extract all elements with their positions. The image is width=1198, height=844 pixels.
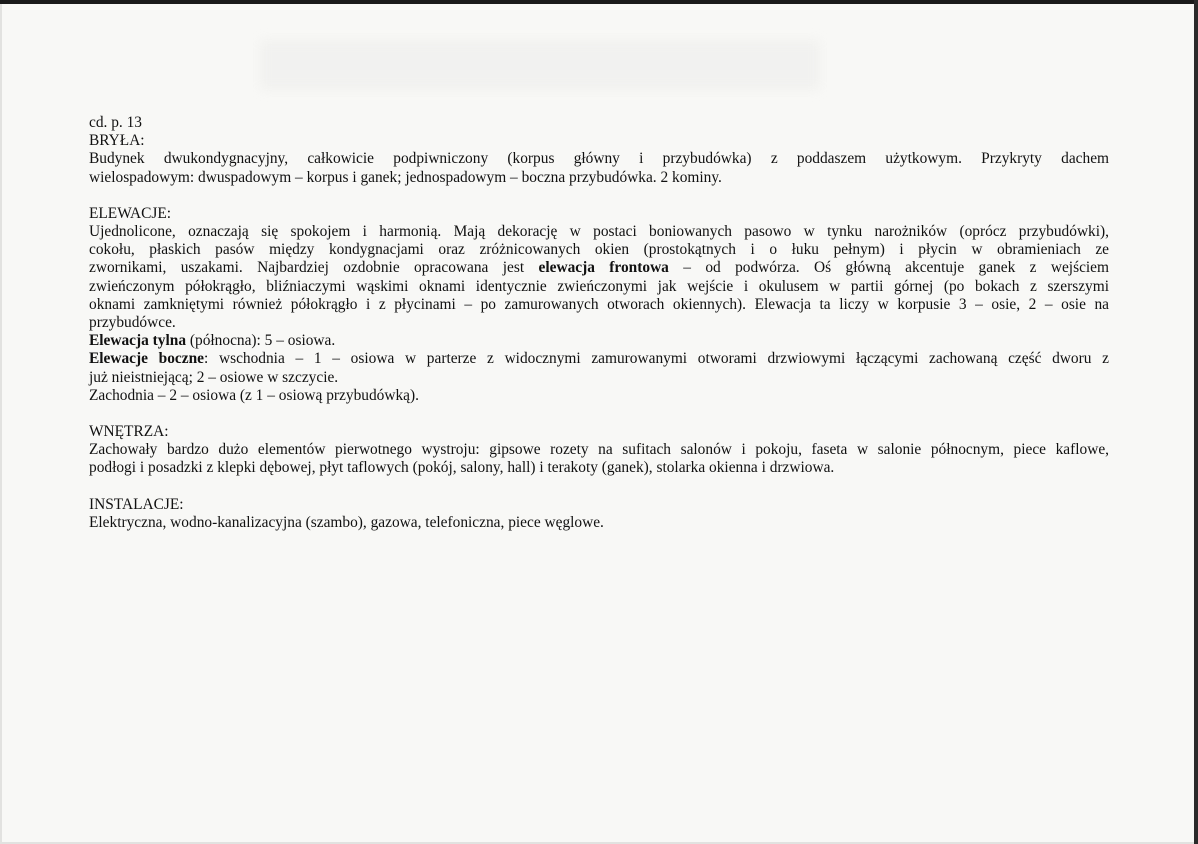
bryla-text-line-1: Budynek dwukondygnacyjny, całkowicie podpiwniczony (korpus główny i przybudówka) z poddaszem użytkowym. Przykryty dachem xyxy=(89,150,1109,168)
scan-edge-top xyxy=(0,0,1198,4)
elewacje-text-line-6: przybudówce. xyxy=(89,314,176,332)
wnetrza-text-line-1: Zachowały bardzo dużo elementów pierwotnego wystroju: gipsowe rozety na sufitach salonów i pokoju, faseta w salonie północnym, piece kaflowe, xyxy=(89,441,1109,459)
section-gap xyxy=(89,405,1109,423)
elewacje-boczne xyxy=(89,350,1109,368)
wnetrza-heading: WNĘTRZA: xyxy=(89,423,169,441)
elewacja-tylna-label: Elewacja tylna xyxy=(89,332,187,350)
scan-edge-right xyxy=(1194,0,1198,844)
elewacja-zachodnia: Zachodnia – 2 – osiowa (z 1 – osiową przybudówką). xyxy=(89,386,419,404)
elewacje-text-line-5: oknami zamkniętymi również półokrągło i z płycinami – po zamurowanych otworach okiennych). Elewacja ta liczy w korpusie 3 – osie, 2 – osie na xyxy=(89,295,1109,313)
scan-smudge xyxy=(260,40,820,90)
elewacje-boczne-text: : wschodnia – 1 – osiowa w parterze z widocznymi zamurowanymi otworami drzwiowymi łączącymi zachowaną część dworu z xyxy=(203,350,1109,368)
bryla-text-line-2: wielospadowym: dwuspadowym – korpus i ganek; jednospadowym – boczna przybudówka. 2 kominy. xyxy=(89,168,722,186)
page-reference: cd. p. 13 xyxy=(89,114,143,131)
elewacje-heading: ELEWACJE: xyxy=(89,204,172,222)
elewacje-text-line-2: cokołu, płaskich pasów między kondygnacjami oraz zróżnicowanych okien (prostokątnych i o łuku pełnym) i płycin w obramieniach ze xyxy=(89,241,1109,259)
bryla-heading: BRYŁA: xyxy=(89,132,145,150)
elewacje-boczne-line-2: już nieistniejącą; 2 – osiowe w szczycie. xyxy=(89,368,339,386)
elewacje-line3-end: – od podwórza. Oś główną akcentuje ganek z wejściem xyxy=(668,259,1109,277)
instalacje-text-line-1: Elektryczna, wodno-kanalizacyjna (szambo), gazowa, telefoniczna, piece węglowe. xyxy=(89,513,604,531)
document-body xyxy=(89,114,1109,532)
elewacje-text-line-3 xyxy=(89,259,1109,277)
instalacje-heading: INSTALACJE: xyxy=(89,495,184,513)
wnetrza-text-line-2: podłogi i posadzki z klepki dębowej, płyt taflowych (pokój, salony, hall) i terakoty (ganek), stolarka okienna i drzwiowa. xyxy=(89,459,835,477)
elewacja-tylna-text: (północna): 5 – osiowa. xyxy=(186,332,336,350)
section-gap xyxy=(89,478,1109,496)
elewacje-text-line-4: zwieńczonym półokrągło, bliźniaczymi wąskimi oknami identycznie zwieńczonymi jak wejście i okulusem w partii górnej (po bokach z szerszymi xyxy=(89,277,1109,295)
elewacje-text-line-1: Ujednolicone, oznaczają się spokojem i harmonią. Mają dekorację w postaci boniowanych pasowo w tynku narożników (oprócz przybudówki), xyxy=(89,223,1109,241)
elewacja-tylna xyxy=(89,332,1109,350)
section-gap xyxy=(89,187,1109,205)
elewacje-boczne-label: Elewacje boczne xyxy=(89,350,204,368)
elewacja-frontowa-label: elewacja frontowa xyxy=(538,259,669,277)
elewacje-line3-start: zwornikami, uszakami. Najbardziej ozdobnie opracowana jest xyxy=(89,259,539,277)
